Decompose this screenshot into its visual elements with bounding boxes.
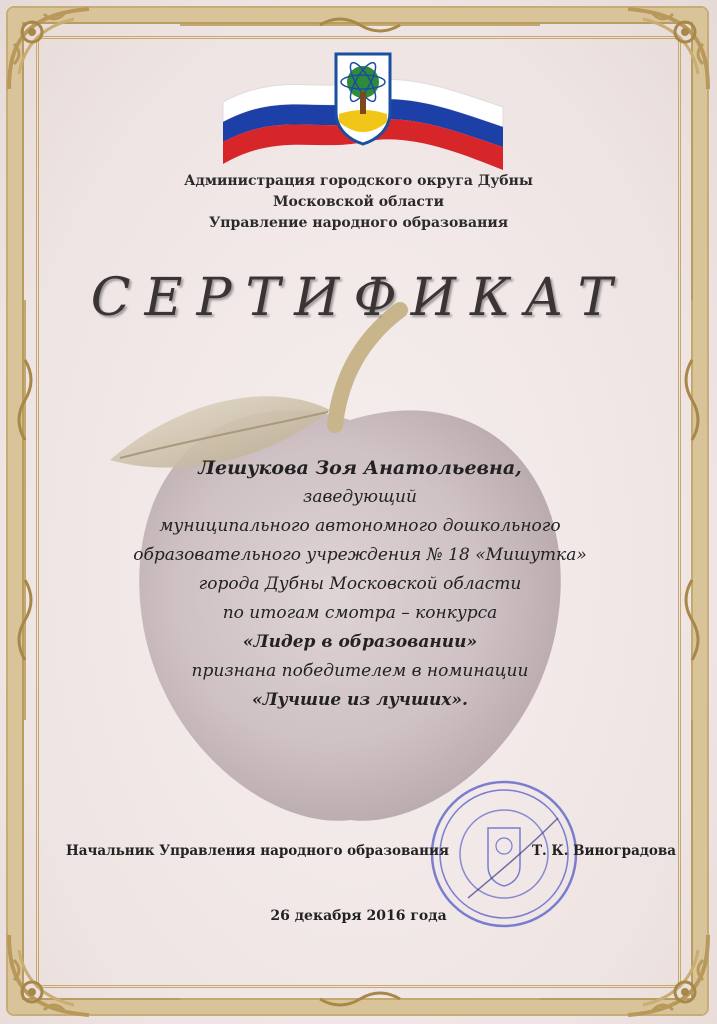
certificate-title: СЕРТИФИКАТ xyxy=(90,268,627,328)
body-line: по итогам смотра – конкурса xyxy=(222,603,498,623)
corner-ornament-icon xyxy=(4,930,94,1020)
body-line: заведующий xyxy=(303,487,417,507)
recipient-name: Лешукова Зоя Анатольевна, xyxy=(198,457,522,479)
body-line: признана победителем в номинации xyxy=(191,661,529,681)
issuer-line: Московской области xyxy=(273,194,444,210)
signatory-title: Начальник Управления народного образования xyxy=(66,843,449,859)
corner-ornament-icon xyxy=(623,4,713,94)
top-ornament-icon xyxy=(180,12,540,38)
contest-name: «Лидер в образовании» xyxy=(242,632,478,652)
issuer-header xyxy=(0,171,717,234)
issuer-line: Администрация городского округа Дубны xyxy=(184,173,533,189)
russian-flag-with-emblem-icon xyxy=(218,52,508,172)
body-line: образовательного учреждения № 18 «Мишутка» xyxy=(133,545,587,565)
signatory-name: Т. К. Виноградова xyxy=(531,843,676,859)
nomination-name: «Лучшие из лучших». xyxy=(252,690,468,710)
body-line: города Дубны Московской области xyxy=(198,574,522,594)
corner-ornament-icon xyxy=(623,930,713,1020)
issuer-line: Управление народного образования xyxy=(208,215,509,231)
bottom-ornament-icon xyxy=(180,986,540,1012)
side-ornament-icon xyxy=(12,300,38,720)
body-line: муниципального автономного дошкольного xyxy=(159,516,561,536)
city-coat-of-arms-icon xyxy=(336,54,390,144)
corner-ornament-icon xyxy=(4,4,94,94)
signature-row xyxy=(66,843,676,865)
side-ornament-icon xyxy=(679,300,705,720)
issue-date: 26 декабря 2016 года xyxy=(270,908,447,924)
certificate-body xyxy=(60,454,660,715)
